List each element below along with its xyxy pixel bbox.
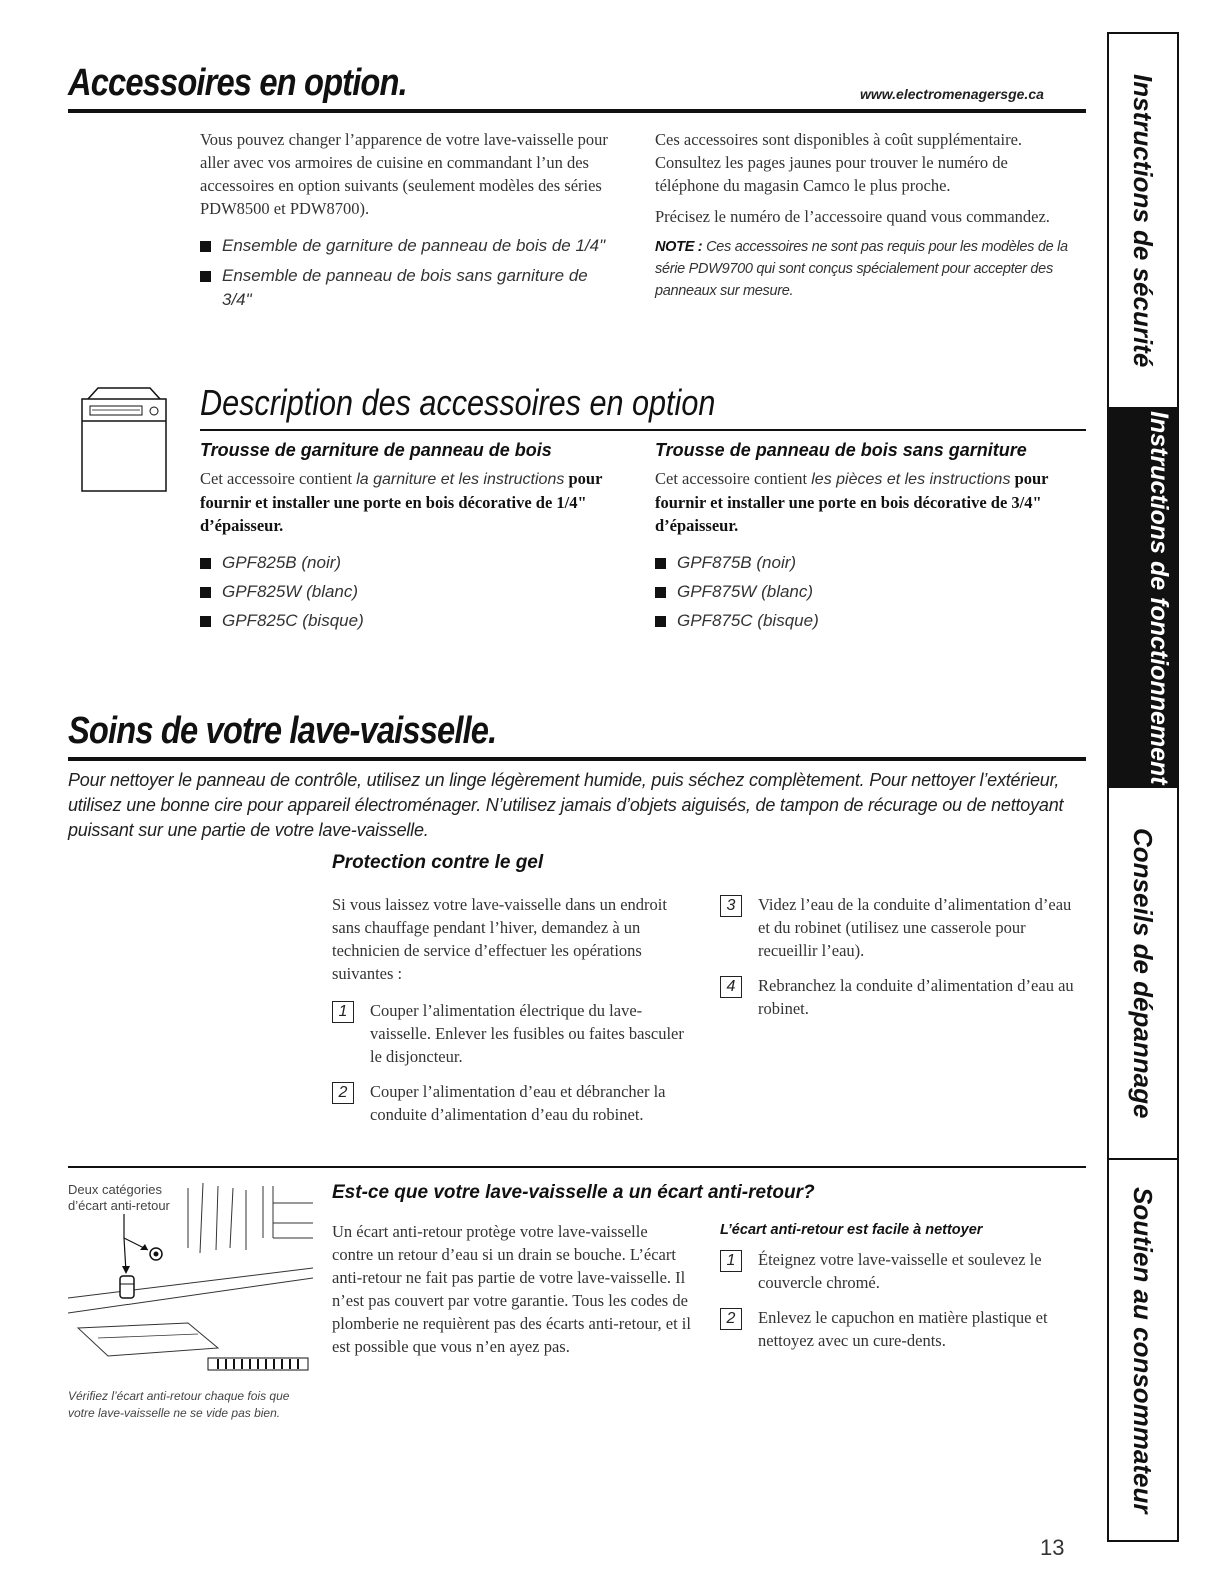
freeze-column-left bbox=[332, 893, 692, 1138]
freeze-step bbox=[332, 1080, 692, 1126]
airgap-rule bbox=[68, 1166, 1086, 1168]
list-item: GPF825W (blanc) bbox=[200, 580, 630, 603]
sidebar-tab-troubleshooting[interactable] bbox=[1109, 788, 1177, 1158]
accessory-list bbox=[200, 234, 620, 312]
step-text: Videz l’eau de la conduite d’alimentation d’eau et du robinet (utilisez une casserole pour recueillir l’eau). bbox=[758, 895, 1072, 960]
step-text: Enlevez le capuchon en matière plastique et nettoyez avec un cure-dents. bbox=[758, 1308, 1048, 1350]
list-item: GPF825B (noir) bbox=[200, 551, 630, 574]
kit-lead: Cet accessoire contient bbox=[655, 469, 808, 488]
kit-description bbox=[200, 467, 630, 537]
sidebar-tab-safety[interactable] bbox=[1109, 34, 1177, 407]
step-number: 2 bbox=[720, 1308, 742, 1330]
step-text: Éteignez votre lave-vaisselle et soulevez le couvercle chromé. bbox=[758, 1250, 1042, 1292]
order-paragraph: Précisez le numéro de l’accessoire quand vous commandez. bbox=[655, 207, 1050, 226]
intro-right-column bbox=[655, 128, 1075, 302]
airgap-figure bbox=[68, 1178, 313, 1378]
kit-lead-italic: les pièces et les instructions bbox=[811, 471, 1011, 488]
airgap-subheading: L’écart anti-retour est facile à nettoyer bbox=[720, 1222, 983, 1238]
freeze-step bbox=[332, 999, 692, 1068]
sidebar-tab-label: Conseils de dépannage bbox=[1128, 827, 1158, 1119]
page-number: 13 bbox=[1040, 1535, 1065, 1560]
intro-left-column bbox=[200, 128, 620, 318]
kit-model-list bbox=[655, 551, 1085, 632]
intro-paragraph: Vous pouvez changer l’apparence de votre lave-vaisselle pour aller avec vos armoires de cuisine en commandant l’un des accessoires en option suivants (seulement modèles des séries PDW8500 et PDW8700). bbox=[200, 130, 608, 218]
kit-heading-trim: Trousse de garniture de panneau de bois bbox=[200, 440, 552, 460]
step-number: 1 bbox=[720, 1250, 742, 1272]
freeze-heading: Protection contre le gel bbox=[332, 852, 544, 873]
care-title: Soins de votre lave-vaisselle. bbox=[68, 710, 497, 752]
figure-label: Deux catégories d’écart anti-retour bbox=[68, 1182, 183, 1214]
sidebar-tab-operation[interactable] bbox=[1109, 409, 1177, 786]
step-number: 1 bbox=[332, 1001, 354, 1023]
kit-lead: Cet accessoire contient bbox=[200, 469, 353, 488]
note-text: Ces accessoires ne sont pas requis pour les modèles de la série PDW9700 qui sont conçus spécialement pour accepter des panneaux sur mesure. bbox=[655, 239, 1068, 299]
kit-description bbox=[655, 467, 1085, 537]
website-link[interactable]: www.electromenagersge.ca bbox=[860, 86, 1044, 102]
sidebar-tab-label: Instructions de fonctionnement bbox=[1145, 410, 1173, 785]
freeze-column-right bbox=[720, 893, 1085, 1032]
airgap-step bbox=[720, 1248, 1085, 1294]
list-item: GPF875C (bisque) bbox=[655, 609, 1085, 632]
kit-bold-text: pour fournir et installer une porte en bois décorative de 1/4" d’épaisseur. bbox=[200, 469, 603, 535]
note-paragraph bbox=[655, 236, 1075, 302]
step-number: 4 bbox=[720, 976, 742, 998]
figure-caption: Vérifiez l’écart anti-retour chaque fois que votre lave-vaisselle ne se vide pas bien. bbox=[68, 1389, 290, 1420]
step-text: Couper l’alimentation électrique du lave-vaisselle. Enlever les fusibles ou faites basculer le disjoncteur. bbox=[370, 1001, 684, 1066]
step-text: Couper l’alimentation d’eau et débrancher la conduite d’alimentation d’eau du robinet. bbox=[370, 1082, 666, 1124]
kit-bold-text: pour fournir et installer une porte en bois décorative de 3/4" d’épaisseur. bbox=[655, 469, 1049, 535]
freeze-step bbox=[720, 893, 1085, 962]
description-right-column bbox=[655, 440, 1085, 638]
list-item: Ensemble de panneau de bois sans garniture de 3/4" bbox=[200, 264, 620, 312]
kit-heading-notrim: Trousse de panneau de bois sans garniture bbox=[655, 440, 1027, 460]
sidebar-tab-label: Instructions de sécurité bbox=[1128, 73, 1158, 368]
dishwasher-icon bbox=[78, 385, 170, 493]
kit-model-list bbox=[200, 551, 630, 632]
page-title: Accessoires en option. bbox=[68, 62, 407, 104]
freeze-step bbox=[720, 974, 1085, 1020]
kit-lead-italic: la garniture et les instructions bbox=[356, 471, 565, 488]
sidebar-tab-label: Soutien au consommateur bbox=[1128, 1186, 1158, 1514]
freeze-intro: Si vous laissez votre lave-vaisselle dans un endroit sans chauffage pendant l’hiver, demandez à un technicien de service d’effectuer les opérations suivantes : bbox=[332, 895, 667, 983]
airgap-heading: Est-ce que votre lave-vaisselle a un écart anti-retour? bbox=[332, 1182, 815, 1203]
step-number: 3 bbox=[720, 895, 742, 917]
description-left-column bbox=[200, 440, 630, 638]
care-rule bbox=[68, 757, 1086, 761]
section-rule bbox=[200, 429, 1086, 431]
step-text: Rebranchez la conduite d’alimentation d’eau au robinet. bbox=[758, 976, 1074, 1018]
airgap-step bbox=[720, 1306, 1085, 1352]
step-number: 2 bbox=[332, 1082, 354, 1104]
note-label: NOTE : bbox=[655, 239, 703, 255]
availability-paragraph: Ces accessoires sont disponibles à coût supplémentaire. Consultez les pages jaunes pour trouver le numéro de téléphone du magasin Camco le plus proche. bbox=[655, 130, 1023, 195]
list-item: GPF825C (bisque) bbox=[200, 609, 630, 632]
care-intro: Pour nettoyer le panneau de contrôle, utilisez un linge légèrement humide, puis séchez complètement. Pour nettoyer l’extérieur, utilisez une bonne cire pour appareil électroménager. N’utilisez jamais d’objets aiguisés, de tampon de récurage ou de nettoyant puissant sur une partie de votre lave-vaisselle. bbox=[68, 770, 1064, 840]
list-item: GPF875W (blanc) bbox=[655, 580, 1085, 603]
title-rule bbox=[68, 109, 1086, 113]
list-item: GPF875B (noir) bbox=[655, 551, 1085, 574]
section-title-description: Description des accessoires en option bbox=[200, 382, 716, 423]
sidebar-tab-support[interactable] bbox=[1109, 1160, 1177, 1540]
airgap-description: Un écart anti-retour protège votre lave-vaisselle contre un retour d’eau si un drain se bouche. L’écart anti-retour ne fait pas partie de votre lave-vaisselle. Il n’est pas couvert par votre garantie. Tous les codes de plomberie ne requièrent pas des écarts anti-retour, et il est possible que vous n’en ayez pas. bbox=[332, 1222, 691, 1356]
airgap-cleaning bbox=[720, 1222, 1085, 1364]
list-item: Ensemble de garniture de panneau de bois de 1/4" bbox=[200, 234, 620, 258]
